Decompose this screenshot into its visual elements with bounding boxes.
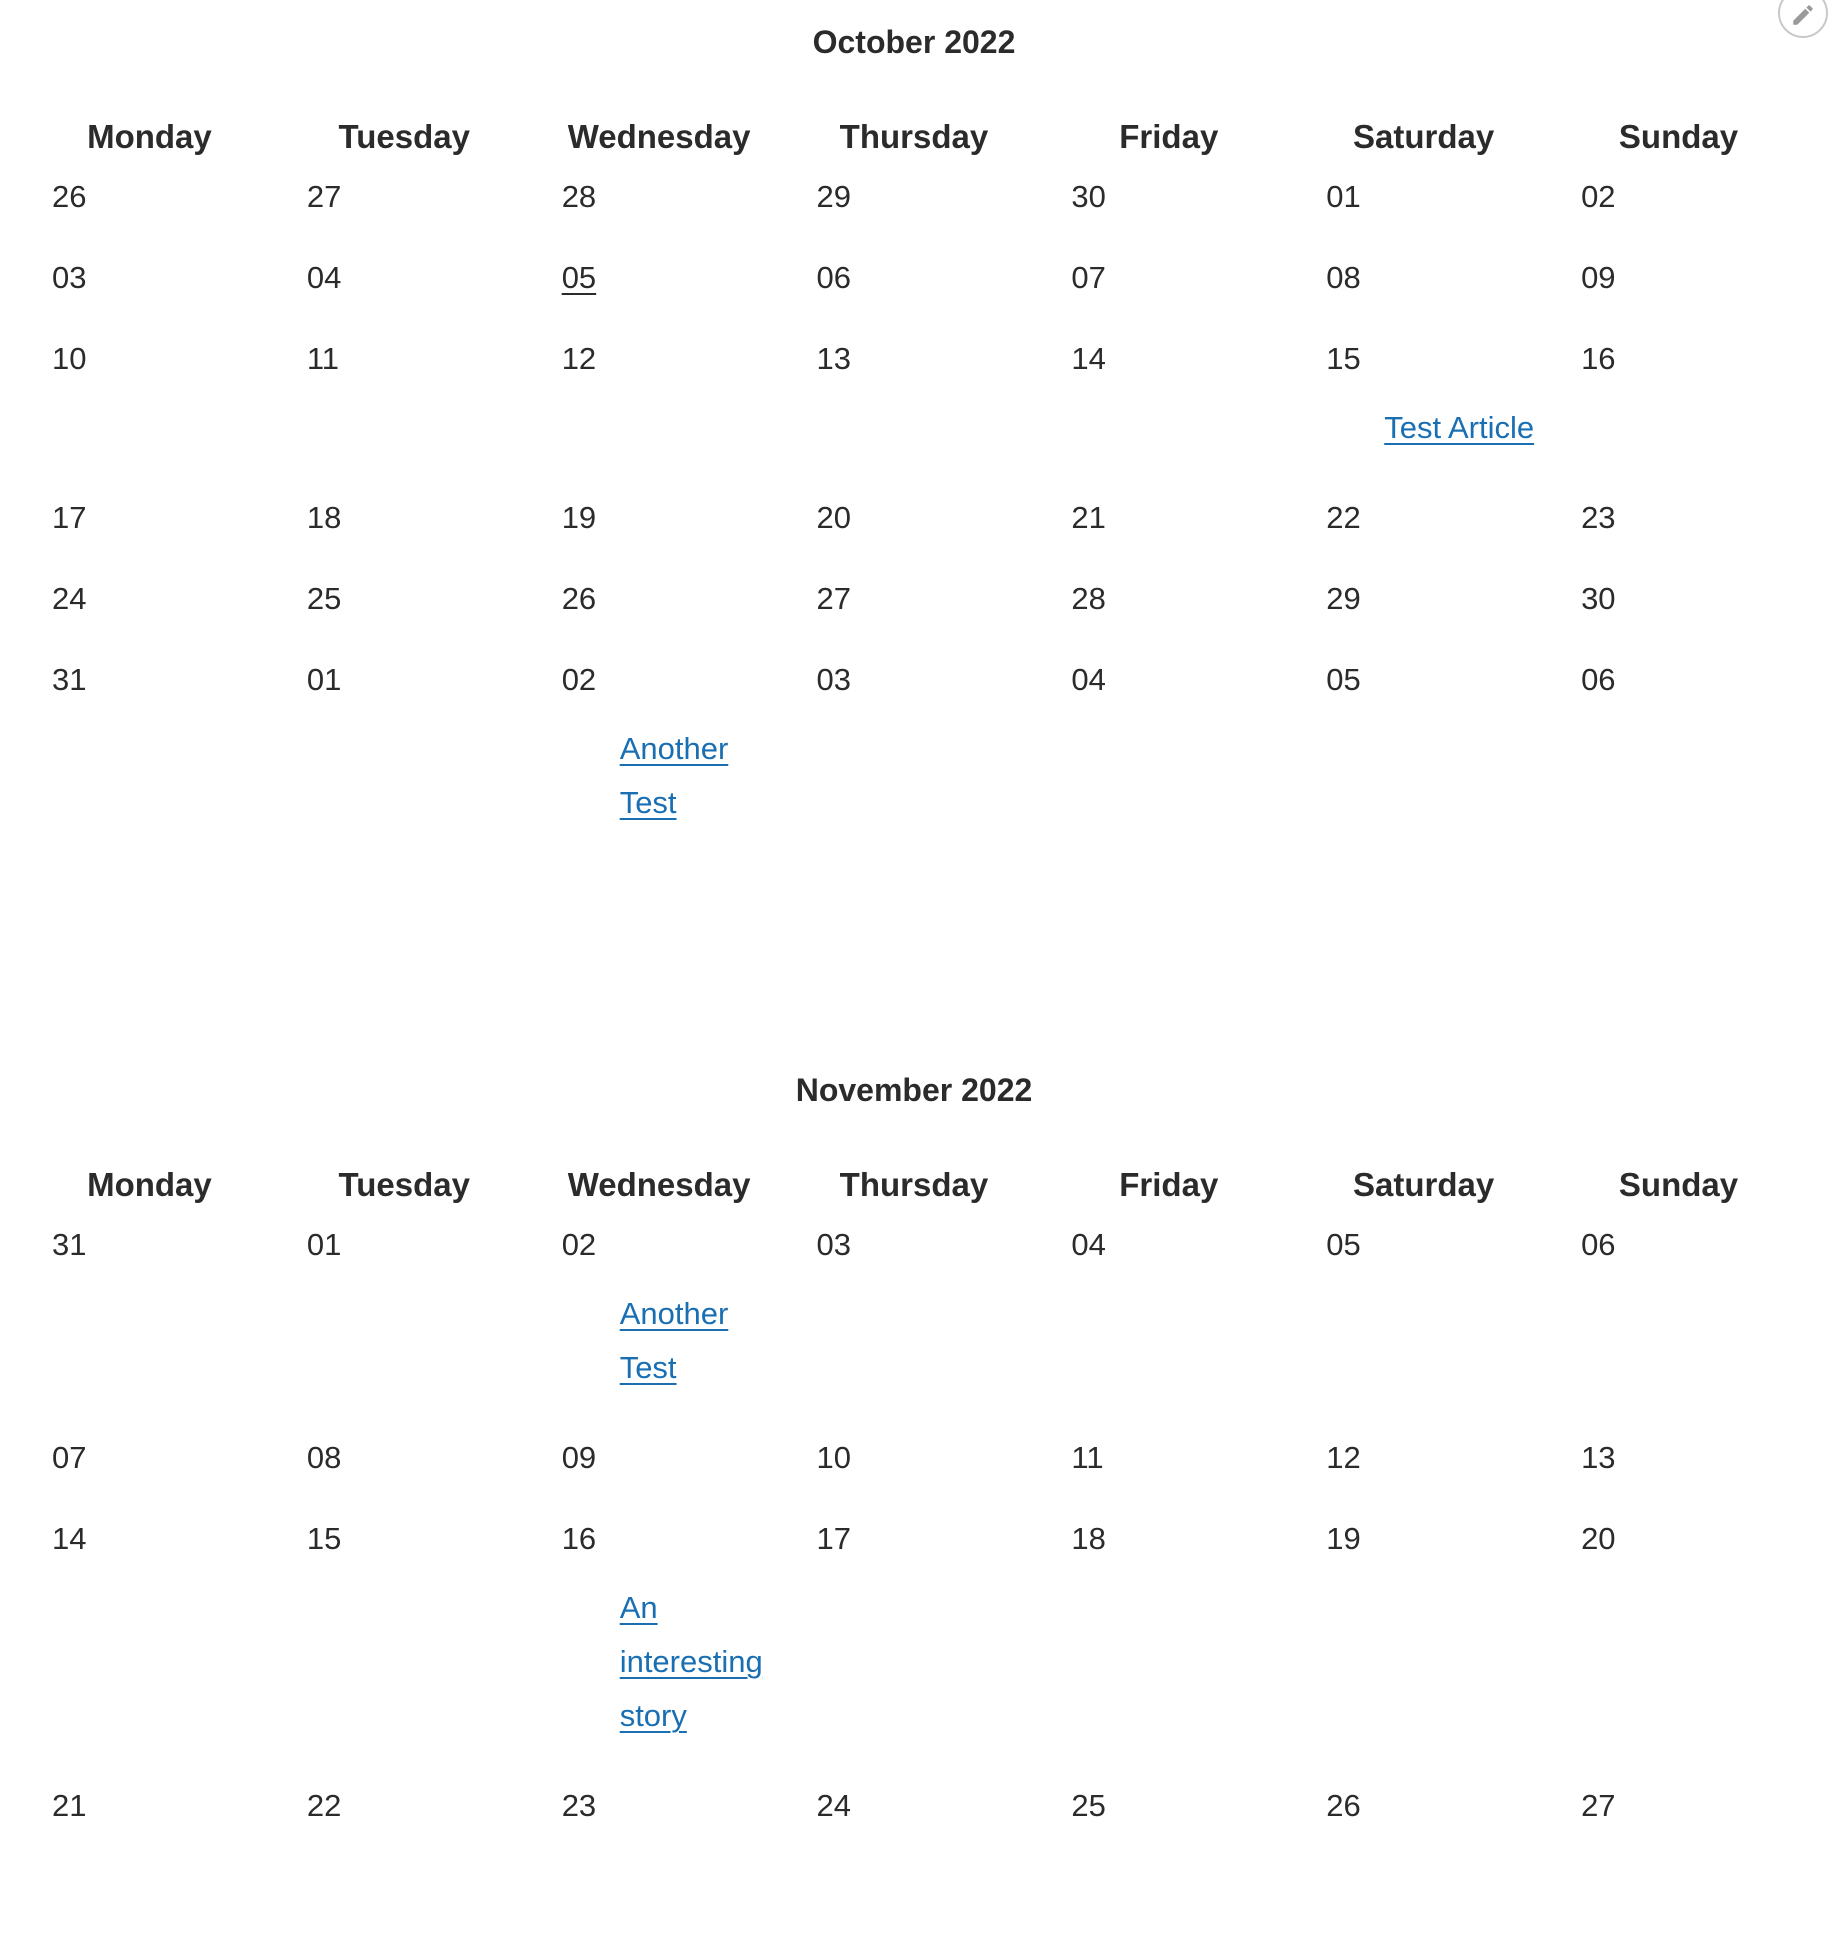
day-number: 17 bbox=[816, 1521, 852, 1556]
day-cell bbox=[1296, 1521, 1551, 1788]
day-cell bbox=[22, 500, 277, 581]
day-number: 17 bbox=[52, 500, 87, 535]
day-number: 29 bbox=[816, 179, 852, 214]
day-number: 24 bbox=[52, 581, 87, 616]
day-cell bbox=[22, 1521, 277, 1788]
day-number: 07 bbox=[52, 1440, 87, 1475]
weekday-friday: Friday bbox=[1119, 118, 1219, 155]
day-number: 04 bbox=[1071, 1227, 1106, 1262]
day-cell bbox=[1551, 662, 1806, 875]
day-cell bbox=[1296, 581, 1551, 662]
day-number: 20 bbox=[816, 500, 852, 535]
day-cell bbox=[1551, 1440, 1806, 1521]
day-number: 09 bbox=[1581, 260, 1616, 295]
day-cell bbox=[532, 1788, 787, 1869]
day-number: 16 bbox=[1581, 341, 1616, 376]
event-link[interactable]: Another Test bbox=[619, 1296, 729, 1385]
day-cell bbox=[277, 157, 532, 260]
day-cell bbox=[1041, 1788, 1296, 1869]
day-number: 31 bbox=[52, 1227, 87, 1262]
weekday-header bbox=[22, 117, 1806, 157]
day-number: 25 bbox=[1071, 1788, 1106, 1823]
event-link[interactable]: Another Test bbox=[619, 731, 729, 820]
event-item bbox=[620, 722, 787, 830]
day-cell bbox=[1551, 500, 1806, 581]
day-cell bbox=[787, 581, 1042, 662]
day-cell bbox=[787, 1788, 1042, 1869]
day-cell bbox=[277, 1440, 532, 1521]
event-item bbox=[1384, 401, 1551, 455]
day-number: 08 bbox=[306, 1440, 342, 1475]
weekday-thursday: Thursday bbox=[839, 1166, 989, 1203]
day-cell bbox=[1041, 581, 1296, 662]
event-list bbox=[562, 1263, 787, 1395]
day-number: 11 bbox=[1071, 1440, 1104, 1475]
day-cell bbox=[532, 260, 787, 341]
event-list bbox=[1326, 377, 1551, 455]
day-cell bbox=[277, 662, 532, 875]
day-cell bbox=[1041, 662, 1296, 875]
day-number: 08 bbox=[1326, 260, 1361, 295]
day-cell bbox=[1041, 1521, 1296, 1788]
week-row bbox=[22, 581, 1806, 662]
day-cell bbox=[22, 1440, 277, 1521]
day-number: 05 bbox=[1326, 662, 1361, 697]
day-number: 30 bbox=[1071, 179, 1106, 214]
day-cell bbox=[22, 157, 277, 260]
day-cell bbox=[22, 341, 277, 500]
day-number: 03 bbox=[816, 662, 852, 697]
weekday-sunday: Sunday bbox=[1618, 118, 1739, 155]
weekday-tuesday: Tuesday bbox=[338, 1166, 470, 1203]
day-number: 21 bbox=[1071, 500, 1106, 535]
day-number-today: 05 bbox=[561, 260, 597, 295]
week-row bbox=[22, 1440, 1806, 1521]
day-cell bbox=[787, 500, 1042, 581]
day-cell bbox=[532, 1205, 787, 1440]
day-cell bbox=[787, 1440, 1042, 1521]
day-number: 15 bbox=[1326, 341, 1361, 376]
day-number: 09 bbox=[561, 1440, 597, 1475]
day-number: 14 bbox=[52, 1521, 87, 1556]
calendar-title: October 2022 bbox=[812, 24, 1016, 60]
day-number: 27 bbox=[816, 581, 852, 616]
day-cell bbox=[1551, 1521, 1806, 1788]
day-cell bbox=[22, 1788, 277, 1869]
day-number: 05 bbox=[1326, 1227, 1361, 1262]
day-cell bbox=[277, 1521, 532, 1788]
day-cell bbox=[277, 1788, 532, 1869]
day-number: 07 bbox=[1071, 260, 1106, 295]
day-number: 06 bbox=[1581, 1227, 1616, 1262]
day-cell bbox=[22, 581, 277, 662]
day-cell bbox=[532, 341, 787, 500]
day-cell bbox=[1041, 341, 1296, 500]
calendar-october bbox=[22, 22, 1806, 875]
week-row bbox=[22, 1521, 1806, 1788]
day-number: 18 bbox=[306, 500, 342, 535]
weekday-sunday: Sunday bbox=[1618, 1166, 1739, 1203]
day-number: 19 bbox=[1326, 1521, 1361, 1556]
day-cell bbox=[1296, 1788, 1551, 1869]
day-cell bbox=[1551, 1205, 1806, 1440]
day-number: 13 bbox=[816, 341, 852, 376]
calendar-title: November 2022 bbox=[795, 1072, 1033, 1108]
day-number: 14 bbox=[1071, 341, 1106, 376]
day-number: 30 bbox=[1581, 581, 1616, 616]
calendar-november bbox=[22, 1070, 1806, 1869]
day-cell bbox=[532, 500, 787, 581]
day-cell bbox=[532, 1440, 787, 1521]
day-cell bbox=[787, 1205, 1042, 1440]
day-number: 27 bbox=[1581, 1788, 1616, 1823]
day-number: 26 bbox=[52, 179, 87, 214]
day-number: 04 bbox=[306, 260, 342, 295]
day-cell bbox=[277, 500, 532, 581]
day-number: 10 bbox=[816, 1440, 852, 1475]
day-cell bbox=[532, 157, 787, 260]
event-list bbox=[562, 1557, 787, 1743]
weekday-wednesday: Wednesday bbox=[567, 1166, 751, 1203]
week-row bbox=[22, 1788, 1806, 1869]
day-number: 29 bbox=[1326, 581, 1361, 616]
day-cell bbox=[1296, 1440, 1551, 1521]
day-cell bbox=[1551, 581, 1806, 662]
day-number: 27 bbox=[306, 179, 342, 214]
day-cell bbox=[277, 581, 532, 662]
day-number: 01 bbox=[306, 1227, 342, 1262]
weekday-saturday: Saturday bbox=[1353, 118, 1495, 155]
weekday-monday: Monday bbox=[87, 1166, 212, 1203]
day-number: 23 bbox=[1581, 500, 1616, 535]
day-number: 24 bbox=[816, 1788, 852, 1823]
week-row bbox=[22, 662, 1806, 875]
day-cell bbox=[277, 1205, 532, 1440]
day-cell bbox=[1296, 341, 1551, 500]
day-number: 28 bbox=[561, 179, 597, 214]
day-number: 22 bbox=[306, 1788, 342, 1823]
day-number: 18 bbox=[1071, 1521, 1106, 1556]
day-cell bbox=[1296, 1205, 1551, 1440]
day-cell bbox=[1551, 157, 1806, 260]
day-cell bbox=[1296, 662, 1551, 875]
event-link[interactable]: An interesting story bbox=[619, 1590, 763, 1733]
day-number: 12 bbox=[1326, 1440, 1361, 1475]
day-number: 15 bbox=[306, 1521, 342, 1556]
day-cell bbox=[1041, 157, 1296, 260]
day-cell bbox=[1296, 157, 1551, 260]
day-number: 02 bbox=[1581, 179, 1616, 214]
month-grid bbox=[22, 1165, 1806, 1869]
day-cell bbox=[532, 662, 787, 875]
day-number: 23 bbox=[561, 1788, 597, 1823]
day-cell bbox=[787, 662, 1042, 875]
day-number: 31 bbox=[52, 662, 87, 697]
weekday-thursday: Thursday bbox=[839, 118, 989, 155]
weekday-tuesday: Tuesday bbox=[338, 118, 470, 155]
day-cell bbox=[1551, 1788, 1806, 1869]
day-number: 02 bbox=[561, 662, 597, 697]
day-cell bbox=[1296, 260, 1551, 341]
day-cell bbox=[22, 662, 277, 875]
day-cell bbox=[787, 1521, 1042, 1788]
day-number: 16 bbox=[561, 1521, 597, 1556]
day-number: 26 bbox=[1326, 1788, 1361, 1823]
week-row bbox=[22, 500, 1806, 581]
day-cell bbox=[787, 157, 1042, 260]
week-row bbox=[22, 341, 1806, 500]
day-cell bbox=[277, 341, 532, 500]
day-number: 06 bbox=[816, 260, 852, 295]
day-cell bbox=[22, 1205, 277, 1440]
day-cell bbox=[1041, 260, 1296, 341]
day-cell bbox=[787, 341, 1042, 500]
day-number: 03 bbox=[52, 260, 87, 295]
weekday-header bbox=[22, 1165, 1806, 1205]
day-cell bbox=[1551, 260, 1806, 341]
day-number: 04 bbox=[1071, 662, 1106, 697]
day-number: 26 bbox=[561, 581, 597, 616]
weekday-wednesday: Wednesday bbox=[567, 118, 751, 155]
day-number: 22 bbox=[1326, 500, 1361, 535]
week-row bbox=[22, 157, 1806, 260]
day-cell bbox=[277, 260, 532, 341]
event-list bbox=[562, 698, 787, 830]
day-number: 28 bbox=[1071, 581, 1106, 616]
weekday-friday: Friday bbox=[1119, 1166, 1219, 1203]
day-cell bbox=[787, 260, 1042, 341]
day-number: 10 bbox=[52, 341, 87, 376]
day-cell bbox=[532, 581, 787, 662]
day-cell bbox=[22, 260, 277, 341]
day-number: 25 bbox=[306, 581, 342, 616]
weekday-saturday: Saturday bbox=[1353, 1166, 1495, 1203]
day-number: 19 bbox=[561, 500, 597, 535]
day-number: 06 bbox=[1581, 662, 1616, 697]
week-row bbox=[22, 1205, 1806, 1440]
day-number: 03 bbox=[816, 1227, 852, 1262]
day-cell bbox=[1551, 341, 1806, 500]
day-number: 01 bbox=[306, 662, 342, 697]
day-number: 20 bbox=[1581, 1521, 1616, 1556]
day-cell bbox=[1041, 1440, 1296, 1521]
day-number: 01 bbox=[1326, 179, 1361, 214]
day-cell bbox=[1041, 500, 1296, 581]
week-row bbox=[22, 260, 1806, 341]
day-cell bbox=[1041, 1205, 1296, 1440]
month-grid bbox=[22, 117, 1806, 875]
day-number: 12 bbox=[561, 341, 597, 376]
event-item bbox=[620, 1581, 787, 1743]
day-number: 11 bbox=[306, 341, 340, 376]
weekday-monday: Monday bbox=[87, 118, 212, 155]
day-number: 21 bbox=[52, 1788, 87, 1823]
event-link[interactable]: Test Article bbox=[1384, 410, 1535, 445]
day-number: 13 bbox=[1581, 1440, 1616, 1475]
day-number: 02 bbox=[561, 1227, 597, 1262]
day-cell bbox=[532, 1521, 787, 1788]
day-cell bbox=[1296, 500, 1551, 581]
event-item bbox=[620, 1287, 787, 1395]
